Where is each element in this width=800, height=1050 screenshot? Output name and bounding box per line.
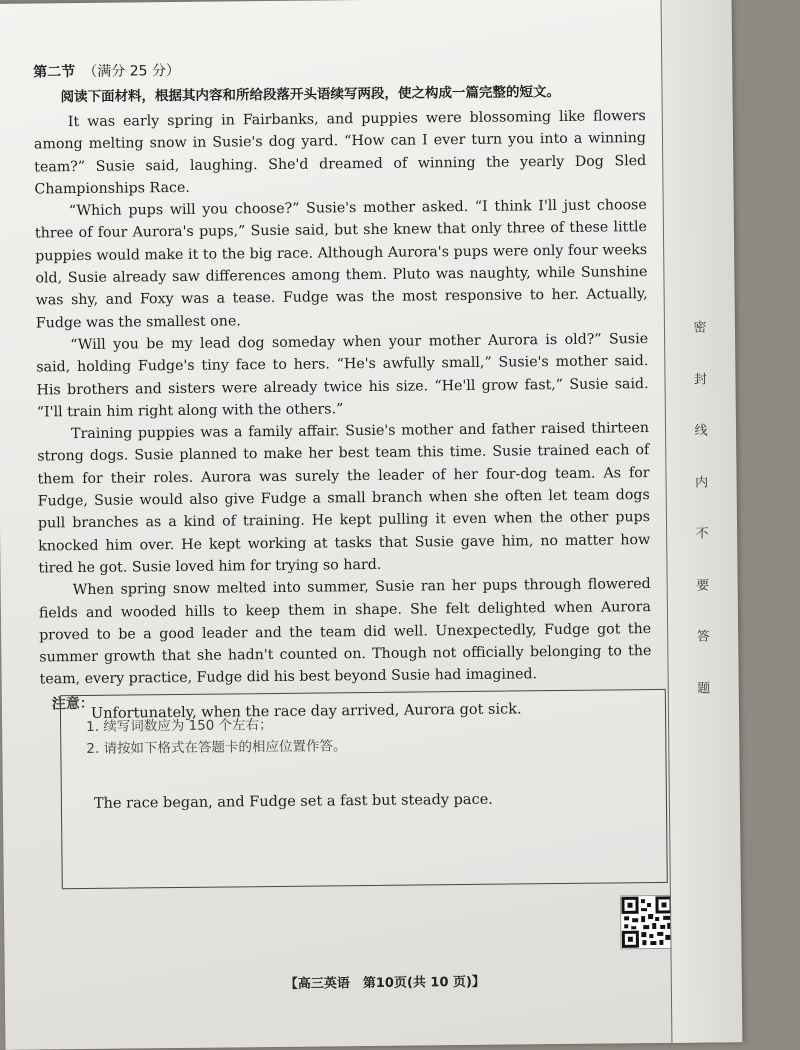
binding-margin [661, 0, 743, 1043]
binding-char: 封 [693, 372, 708, 388]
note-item: 2. 请按如下格式在答题卡的相应位置作答。 [86, 737, 347, 757]
paragraph-opening-2: The race began, and Fudge set a fast but steady pace. [93, 791, 493, 812]
passage-paragraph: It was early spring in Fairbanks, and puppies were blossoming like flowers among melting snow in Susie's dog yard. “How can I ever turn you into a winning team?” Susie said, laughing. She'd dreamed of winning the yearly Dog Sled Championships Race. [33, 108, 647, 198]
passage-paragraph: Training puppies was a family affair. Susie's mother and father raised thirteen strong dogs. Susie planned to make her best team this time. Susie trained each of them for their roles. Aurora was surely the leader of her four-dog team. As for Fudge, Susie would also give Fudge a small branch when she often let team dogs pull branches as a kind of training. He kept pulling it even when the other pups knocked him over. He kept working at tasks that Susie gave him, no matter how tired he got. Susie loved him for trying so hard. [37, 420, 651, 577]
section-name: 第二节 [33, 64, 76, 81]
binding-char: 不 [695, 526, 709, 542]
page-footer: 【高三英语 第10页(共 10 页)】 [284, 974, 486, 992]
passage-paragraph: “Which pups will you choose?” Susie's mother asked. “I think I'll just choose three of four Aurora's pups,” Susie said, but she knew that only three of these little puppies would make it to the big race. Although Aurora's pups were only four weeks old, Susie already saw differences among them. Pluto was naughty, while Sunshine was shy, and Foxy was a tease. Fudge was the most responsive to her. Actually, Fudge was the smallest one. [34, 197, 648, 332]
qr-code-icon [620, 895, 675, 950]
answer-format-box [60, 689, 668, 889]
section-points: （满分 25 分） [83, 62, 181, 80]
content-area [33, 55, 652, 759]
binding-char: 题 [697, 681, 711, 697]
binding-char: 内 [695, 475, 709, 491]
binding-notice [665, 316, 739, 697]
binding-char: 线 [694, 423, 708, 439]
paragraph-opening-1: Unfortunately, when the race day arrived, Aurora got sick. [90, 701, 522, 722]
section-title [33, 55, 645, 81]
binding-char: 答 [696, 629, 710, 645]
passage-paragraph: “Will you be my lead dog someday when your mother Aurora is old?” Susie said, holding Fudge's tiny face to hers. “He's awfully small,” Susie's mother said. His brothers and sisters were already twice his size. “He'll grow fast,” Susie said. “I'll train him right along with the others.” [36, 331, 649, 421]
task-instruction: 阅读下面材料，根据其内容和所给段落开头语续写两段，使之构成一篇完整的短文。 [60, 83, 561, 106]
note-item: 1. 续写词数应为 150 个左右； [86, 716, 273, 735]
passage-paragraph: When spring snow melted into summer, Susie ran her pups through flowered fields and wooded hills to keep them in shape. She felt delighted when Aurora proved to be a good leader and the team did well. Unexpectedly, Fudge got the summer growth that she hadn't counted on. Though not officially belonging to the team, every practice, Fudge did his best beyond Susie had imagined. [38, 576, 652, 688]
binding-char: 密 [693, 320, 707, 336]
notes-label: 注意： [51, 695, 94, 713]
binding-char: 要 [696, 578, 710, 594]
